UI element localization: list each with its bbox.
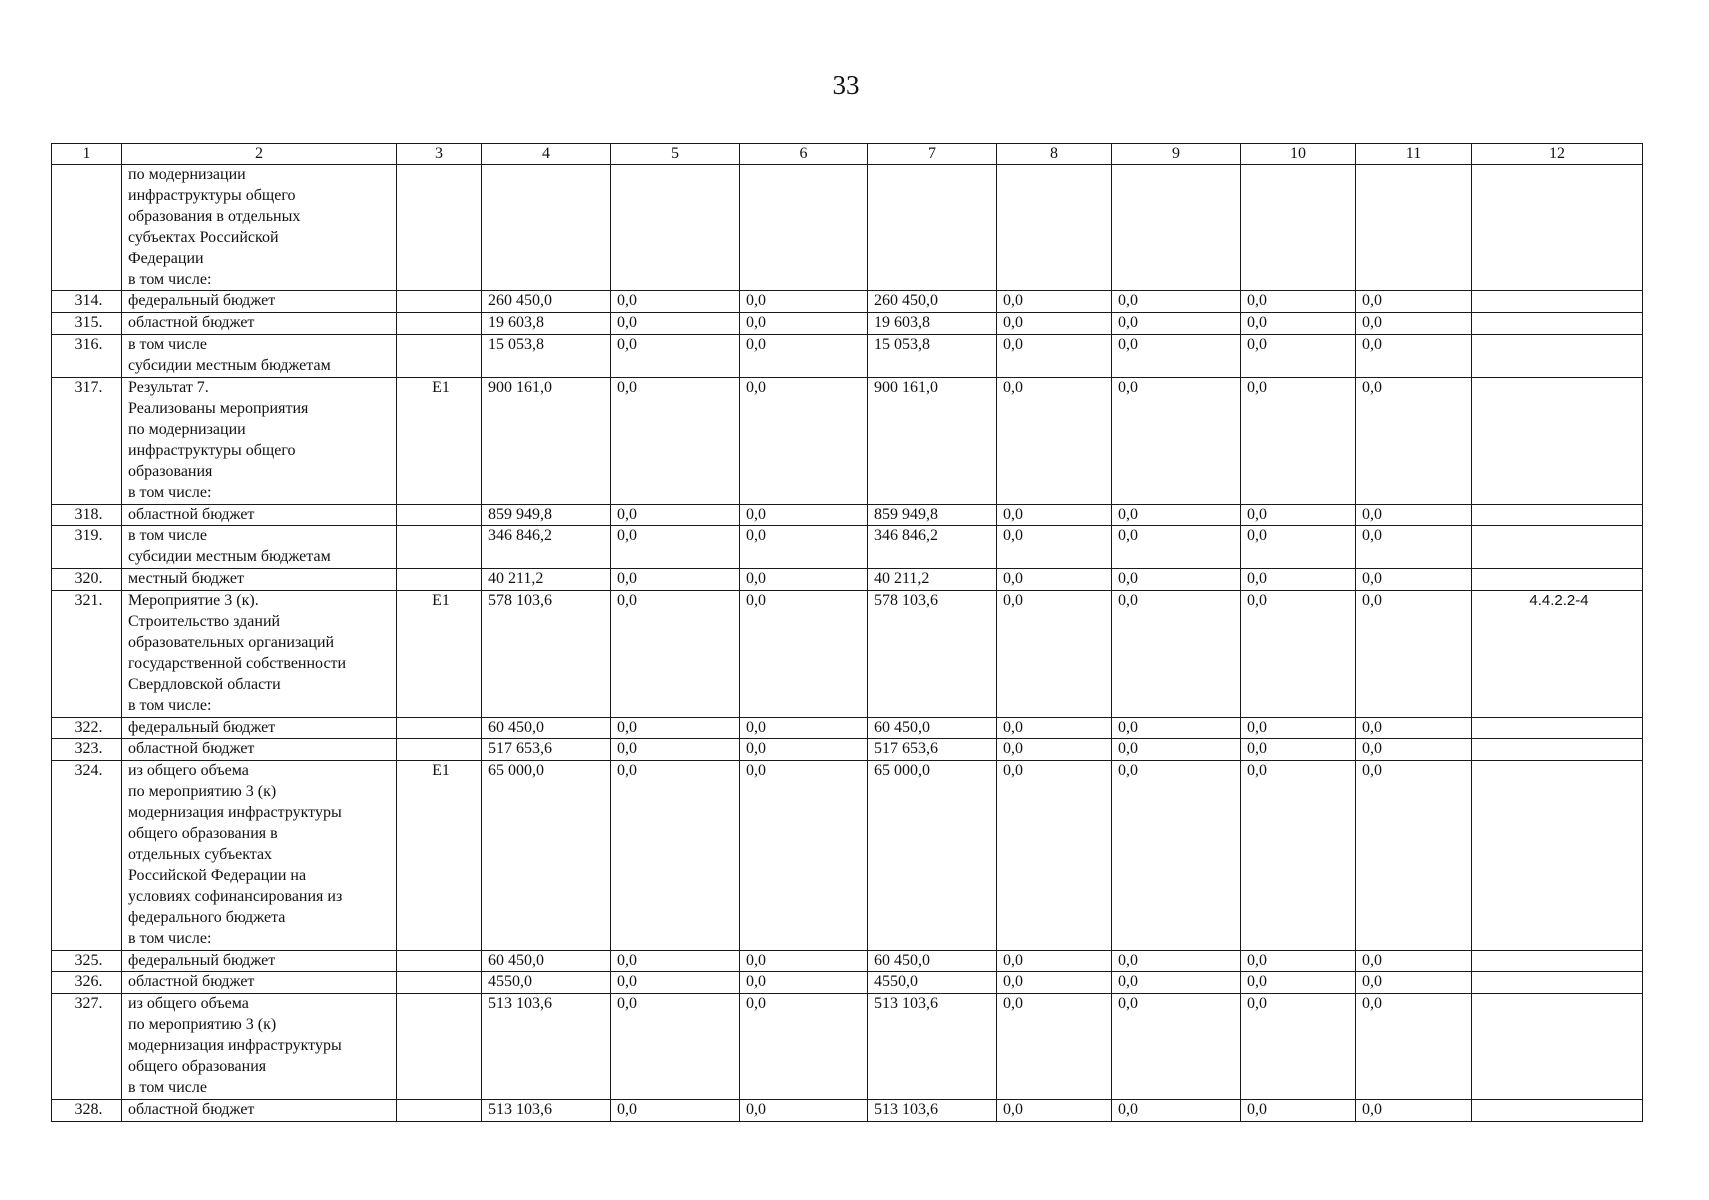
value-col-9: 0,0	[1112, 950, 1241, 972]
value-col-11: 0,0	[1356, 972, 1472, 994]
header-cell-8: 8	[997, 144, 1112, 165]
value-col-5: 0,0	[611, 313, 740, 335]
value-col-5: 0,0	[611, 739, 740, 761]
item-name: местный бюджет	[122, 569, 397, 591]
item-code: Е1	[397, 591, 482, 717]
value-col-10: 0,0	[1241, 591, 1356, 717]
row-number: 327.	[52, 994, 122, 1100]
value-col-12	[1472, 761, 1643, 950]
value-col-6: 0,0	[740, 972, 868, 994]
row-number: 326.	[52, 972, 122, 994]
value-col-8: 0,0	[997, 1099, 1112, 1121]
value-col-5	[611, 165, 740, 291]
value-col-8: 0,0	[997, 591, 1112, 717]
value-col-8: 0,0	[997, 717, 1112, 739]
value-col-9: 0,0	[1112, 1099, 1241, 1121]
table-row	[52, 504, 1643, 526]
value-col-7: 19 603,8	[868, 313, 997, 335]
value-col-8: 0,0	[997, 972, 1112, 994]
value-col-4: 513 103,6	[482, 994, 611, 1100]
item-name: в том числе субсидии местным бюджетам	[122, 526, 397, 569]
item-name: Результат 7. Реализованы мероприятия по модернизации инфраструктуры общего образования в том числе:	[122, 378, 397, 504]
item-name: областной бюджет	[122, 313, 397, 335]
value-col-5: 0,0	[611, 569, 740, 591]
value-col-6: 0,0	[740, 378, 868, 504]
value-col-10: 0,0	[1241, 378, 1356, 504]
value-col-9	[1112, 165, 1241, 291]
value-col-10: 0,0	[1241, 950, 1356, 972]
value-col-7: 60 450,0	[868, 950, 997, 972]
value-col-5: 0,0	[611, 526, 740, 569]
table-body	[52, 165, 1643, 1122]
value-col-6: 0,0	[740, 1099, 868, 1121]
value-col-8: 0,0	[997, 291, 1112, 313]
item-name: областной бюджет	[122, 504, 397, 526]
value-col-8	[997, 165, 1112, 291]
item-code: Е1	[397, 378, 482, 504]
value-col-8: 0,0	[997, 739, 1112, 761]
value-col-6: 0,0	[740, 291, 868, 313]
value-col-4: 65 000,0	[482, 761, 611, 950]
value-col-11: 0,0	[1356, 335, 1472, 378]
value-col-11: 0,0	[1356, 504, 1472, 526]
value-col-5: 0,0	[611, 950, 740, 972]
value-col-8: 0,0	[997, 950, 1112, 972]
value-col-12	[1472, 739, 1643, 761]
value-col-6: 0,0	[740, 717, 868, 739]
value-col-4: 4550,0	[482, 972, 611, 994]
item-name: федеральный бюджет	[122, 291, 397, 313]
value-col-7: 859 949,8	[868, 504, 997, 526]
value-col-5: 0,0	[611, 761, 740, 950]
value-col-12	[1472, 313, 1643, 335]
header-cell-5: 5	[611, 144, 740, 165]
header-cell-6: 6	[740, 144, 868, 165]
table-row	[52, 569, 1643, 591]
value-col-9: 0,0	[1112, 569, 1241, 591]
value-col-5: 0,0	[611, 291, 740, 313]
item-code	[397, 994, 482, 1100]
row-number: 323.	[52, 739, 122, 761]
header-cell-3: 3	[397, 144, 482, 165]
table-row	[52, 972, 1643, 994]
header-cell-10: 10	[1241, 144, 1356, 165]
value-col-4: 578 103,6	[482, 591, 611, 717]
value-col-10: 0,0	[1241, 994, 1356, 1100]
value-col-10	[1241, 165, 1356, 291]
value-col-5: 0,0	[611, 591, 740, 717]
row-number: 325.	[52, 950, 122, 972]
header-cell-1: 1	[52, 144, 122, 165]
item-code	[397, 504, 482, 526]
value-col-9: 0,0	[1112, 313, 1241, 335]
value-col-9: 0,0	[1112, 717, 1241, 739]
value-col-7: 40 211,2	[868, 569, 997, 591]
value-col-7: 578 103,6	[868, 591, 997, 717]
value-col-4: 15 053,8	[482, 335, 611, 378]
header-cell-4: 4	[482, 144, 611, 165]
value-col-8: 0,0	[997, 335, 1112, 378]
value-col-11: 0,0	[1356, 739, 1472, 761]
value-col-9: 0,0	[1112, 972, 1241, 994]
value-col-10: 0,0	[1241, 504, 1356, 526]
value-col-12	[1472, 994, 1643, 1100]
value-col-9: 0,0	[1112, 526, 1241, 569]
item-name: Мероприятие 3 (к). Строительство зданий образовательных организаций государственной собственности Свердловской области в том числе:	[122, 591, 397, 717]
header-cell-7: 7	[868, 144, 997, 165]
row-number: 315.	[52, 313, 122, 335]
value-col-7: 4550,0	[868, 972, 997, 994]
value-col-6: 0,0	[740, 526, 868, 569]
table-row	[52, 291, 1643, 313]
value-col-8: 0,0	[997, 569, 1112, 591]
table-row	[52, 165, 1643, 291]
value-col-6: 0,0	[740, 994, 868, 1100]
item-code	[397, 569, 482, 591]
value-col-12	[1472, 165, 1643, 291]
table-row	[52, 950, 1643, 972]
row-number: 318.	[52, 504, 122, 526]
value-col-10: 0,0	[1241, 291, 1356, 313]
item-code	[397, 313, 482, 335]
value-col-9: 0,0	[1112, 739, 1241, 761]
value-col-12	[1472, 504, 1643, 526]
header-row	[52, 144, 1643, 165]
item-code: Е1	[397, 761, 482, 950]
value-col-11: 0,0	[1356, 1099, 1472, 1121]
item-name: по модернизации инфраструктуры общего образования в отдельных субъектах Российской Федерации в том числе:	[122, 165, 397, 291]
value-col-9: 0,0	[1112, 761, 1241, 950]
value-col-6: 0,0	[740, 761, 868, 950]
value-col-10: 0,0	[1241, 739, 1356, 761]
value-col-5: 0,0	[611, 994, 740, 1100]
budget-table	[51, 143, 1643, 1122]
value-col-11: 0,0	[1356, 313, 1472, 335]
value-col-6: 0,0	[740, 739, 868, 761]
value-col-9: 0,0	[1112, 591, 1241, 717]
value-col-9: 0,0	[1112, 504, 1241, 526]
value-col-10: 0,0	[1241, 972, 1356, 994]
value-col-11: 0,0	[1356, 994, 1472, 1100]
header-cell-12: 12	[1472, 144, 1643, 165]
value-col-4: 513 103,6	[482, 1099, 611, 1121]
value-col-8: 0,0	[997, 378, 1112, 504]
row-number	[52, 165, 122, 291]
value-col-6: 0,0	[740, 335, 868, 378]
value-col-11: 0,0	[1356, 950, 1472, 972]
value-col-7: 517 653,6	[868, 739, 997, 761]
value-col-10: 0,0	[1241, 526, 1356, 569]
item-code	[397, 1099, 482, 1121]
table-row	[52, 739, 1643, 761]
value-col-4: 346 846,2	[482, 526, 611, 569]
table-row	[52, 591, 1643, 717]
row-number: 320.	[52, 569, 122, 591]
header-cell-11: 11	[1356, 144, 1472, 165]
value-col-12	[1472, 569, 1643, 591]
item-name: областной бюджет	[122, 972, 397, 994]
item-name: областной бюджет	[122, 739, 397, 761]
item-code	[397, 950, 482, 972]
value-col-6: 0,0	[740, 591, 868, 717]
value-col-4: 260 450,0	[482, 291, 611, 313]
value-col-8: 0,0	[997, 313, 1112, 335]
header-cell-9: 9	[1112, 144, 1241, 165]
value-col-11: 0,0	[1356, 591, 1472, 717]
value-col-5: 0,0	[611, 504, 740, 526]
table-row	[52, 526, 1643, 569]
item-name: федеральный бюджет	[122, 950, 397, 972]
value-col-11: 0,0	[1356, 378, 1472, 504]
value-col-7: 346 846,2	[868, 526, 997, 569]
value-col-4	[482, 165, 611, 291]
value-col-11	[1356, 165, 1472, 291]
table-row	[52, 761, 1643, 950]
item-name: федеральный бюджет	[122, 717, 397, 739]
item-name: в том числе субсидии местным бюджетам	[122, 335, 397, 378]
page-number: 33	[832, 70, 860, 100]
value-col-12	[1472, 291, 1643, 313]
value-col-4: 40 211,2	[482, 569, 611, 591]
value-col-9: 0,0	[1112, 335, 1241, 378]
row-number: 316.	[52, 335, 122, 378]
value-col-8: 0,0	[997, 761, 1112, 950]
header-cell-2: 2	[122, 144, 397, 165]
value-col-11: 0,0	[1356, 526, 1472, 569]
table-row	[52, 1099, 1643, 1121]
value-col-6: 0,0	[740, 313, 868, 335]
value-col-7: 513 103,6	[868, 994, 997, 1100]
item-code	[397, 526, 482, 569]
value-col-4: 60 450,0	[482, 717, 611, 739]
value-col-8: 0,0	[997, 504, 1112, 526]
value-col-9: 0,0	[1112, 994, 1241, 1100]
item-code	[397, 717, 482, 739]
table-row	[52, 335, 1643, 378]
value-col-6: 0,0	[740, 569, 868, 591]
value-col-4: 517 653,6	[482, 739, 611, 761]
table-row	[52, 313, 1643, 335]
value-col-8: 0,0	[997, 994, 1112, 1100]
item-name: из общего объема по мероприятию 3 (к) модернизация инфраструктуры общего образования в отдельных субъектах Российской Федерации на условиях софинансирования из федерального бюджета в том числе:	[122, 761, 397, 950]
row-number: 328.	[52, 1099, 122, 1121]
value-col-9: 0,0	[1112, 291, 1241, 313]
value-col-5: 0,0	[611, 1099, 740, 1121]
row-number: 314.	[52, 291, 122, 313]
value-col-8: 0,0	[997, 526, 1112, 569]
value-col-7: 260 450,0	[868, 291, 997, 313]
value-col-6: 0,0	[740, 950, 868, 972]
item-code	[397, 165, 482, 291]
item-code	[397, 739, 482, 761]
value-col-12	[1472, 335, 1643, 378]
value-col-5: 0,0	[611, 335, 740, 378]
value-col-12	[1472, 1099, 1643, 1121]
table-row	[52, 994, 1643, 1100]
table-row	[52, 378, 1643, 504]
value-col-10: 0,0	[1241, 1099, 1356, 1121]
value-col-7: 900 161,0	[868, 378, 997, 504]
row-number: 321.	[52, 591, 122, 717]
value-col-11: 0,0	[1356, 717, 1472, 739]
value-col-7: 60 450,0	[868, 717, 997, 739]
value-col-10: 0,0	[1241, 335, 1356, 378]
table-header	[52, 144, 1643, 165]
value-col-4: 60 450,0	[482, 950, 611, 972]
value-col-11: 0,0	[1356, 761, 1472, 950]
value-col-6	[740, 165, 868, 291]
value-col-10: 0,0	[1241, 761, 1356, 950]
value-col-4: 859 949,8	[482, 504, 611, 526]
value-col-11: 0,0	[1356, 569, 1472, 591]
value-col-7: 65 000,0	[868, 761, 997, 950]
value-col-6: 0,0	[740, 504, 868, 526]
value-col-7: 513 103,6	[868, 1099, 997, 1121]
value-col-7	[868, 165, 997, 291]
value-col-12	[1472, 950, 1643, 972]
value-col-4: 19 603,8	[482, 313, 611, 335]
value-col-5: 0,0	[611, 717, 740, 739]
item-name: областной бюджет	[122, 1099, 397, 1121]
value-col-12: 4.4.2.2-4	[1472, 591, 1643, 717]
table-row	[52, 717, 1643, 739]
value-col-7: 15 053,8	[868, 335, 997, 378]
value-col-10: 0,0	[1241, 569, 1356, 591]
row-number: 317.	[52, 378, 122, 504]
value-col-12	[1472, 526, 1643, 569]
value-col-9: 0,0	[1112, 378, 1241, 504]
item-name: из общего объема по мероприятию 3 (к) модернизация инфраструктуры общего образования в том числе	[122, 994, 397, 1100]
value-col-10: 0,0	[1241, 717, 1356, 739]
value-col-12	[1472, 378, 1643, 504]
value-col-11: 0,0	[1356, 291, 1472, 313]
value-col-12	[1472, 972, 1643, 994]
item-code	[397, 972, 482, 994]
row-number: 319.	[52, 526, 122, 569]
row-number: 324.	[52, 761, 122, 950]
value-col-10: 0,0	[1241, 313, 1356, 335]
item-code	[397, 291, 482, 313]
item-code	[397, 335, 482, 378]
value-col-12	[1472, 717, 1643, 739]
value-col-5: 0,0	[611, 972, 740, 994]
row-number: 322.	[52, 717, 122, 739]
value-col-5: 0,0	[611, 378, 740, 504]
value-col-4: 900 161,0	[482, 378, 611, 504]
